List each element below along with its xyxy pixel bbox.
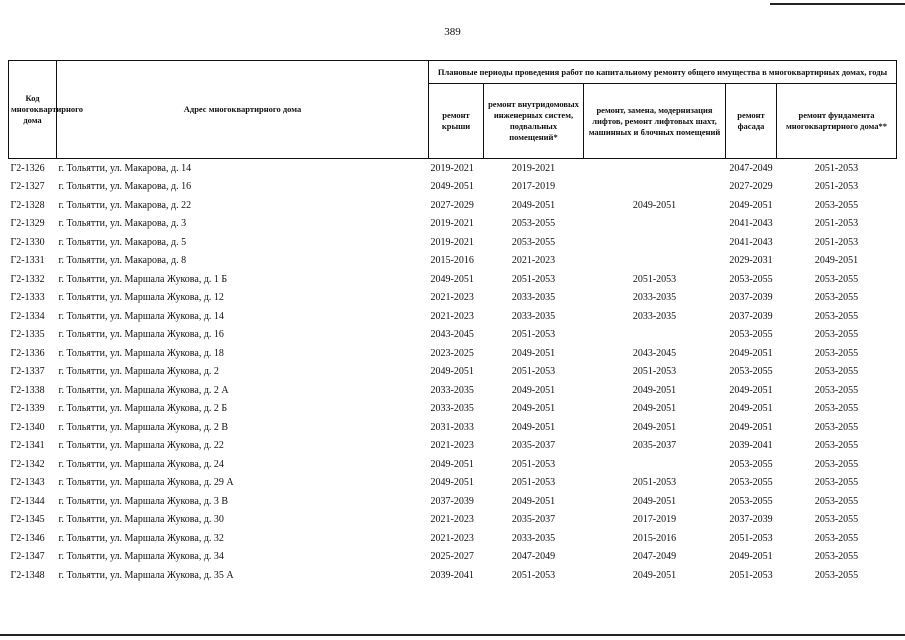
cell-roof: 2023-2025	[430, 347, 474, 359]
cell-roof: 2049-2051	[430, 366, 474, 378]
cell-address: г. Тольятти, ул. Макарова, д. 5	[58, 236, 187, 248]
cell-lifts: 2035-2037	[632, 440, 677, 452]
cell-foundation: 2053-2055	[814, 551, 859, 563]
cell-code: Г2-1330	[10, 236, 45, 248]
cell-facade: 2053-2055	[729, 477, 773, 489]
cell-lifts	[584, 326, 726, 345]
cell-engineering: 2051-2053	[511, 366, 556, 378]
cell-foundation: 2051-2053	[814, 218, 859, 230]
cell-lifts: 2049-2051	[632, 421, 677, 433]
cell-code: Г2-1345	[10, 514, 45, 526]
cell-address: г. Тольятти, ул. Маршала Жукова, д. 2 Б	[58, 403, 228, 415]
cell-roof: 2021-2023	[430, 532, 474, 544]
cell-engineering: 2017-2019	[511, 181, 556, 193]
cell-code: Г2-1335	[10, 329, 45, 341]
cell-engineering: 2051-2053	[511, 569, 556, 581]
cell-roof: 2021-2023	[430, 440, 474, 452]
cell-code: Г2-1338	[10, 384, 45, 396]
cell-code: Г2-1333	[10, 292, 45, 304]
cell-facade: 2053-2055	[729, 495, 773, 507]
table-row	[9, 529, 897, 548]
cell-foundation: 2053-2055	[814, 495, 859, 507]
cell-facade: 2049-2051	[729, 403, 773, 415]
cell-facade: 2037-2039	[729, 514, 773, 526]
cell-engineering: 2051-2053	[511, 458, 556, 470]
cell-address: г. Тольятти, ул. Маршала Жукова, д. 32	[58, 532, 224, 544]
cell-roof: 2037-2039	[430, 495, 474, 507]
cell-engineering: 2033-2035	[511, 532, 556, 544]
table-row	[9, 455, 897, 474]
cell-roof: 2033-2035	[430, 384, 474, 396]
cell-facade: 2049-2051	[729, 551, 773, 563]
top-rule	[770, 3, 905, 5]
cell-foundation: 2053-2055	[814, 347, 859, 359]
cell-engineering: 2053-2055	[511, 218, 556, 230]
cell-code: Г2-1326	[10, 162, 45, 174]
table-row	[9, 159, 897, 178]
cell-address: г. Тольятти, ул. Макарова, д. 14	[58, 162, 192, 174]
cell-address: г. Тольятти, ул. Макарова, д. 22	[58, 199, 192, 211]
cell-engineering: 2049-2051	[511, 403, 556, 415]
cell-address: г. Тольятти, ул. Макарова, д. 8	[58, 255, 187, 267]
table-row	[9, 196, 897, 215]
table-row	[9, 215, 897, 234]
cell-foundation: 2053-2055	[814, 569, 859, 581]
cell-lifts: 2049-2051	[632, 569, 677, 581]
cell-lifts: 2051-2053	[632, 477, 677, 489]
header-engineering: ремонт внутридомовых инженерных систем, подвальных помещений*	[484, 84, 584, 159]
table-row	[9, 492, 897, 511]
cell-engineering: 2021-2023	[511, 255, 556, 267]
cell-address: г. Тольятти, ул. Маршала Жукова, д. 24	[58, 458, 224, 470]
table-row	[9, 178, 897, 197]
cell-code: Г2-1348	[10, 569, 45, 581]
cell-address: г. Тольятти, ул. Маршала Жукова, д. 2 В	[58, 421, 229, 433]
cell-roof: 2039-2041	[430, 569, 474, 581]
header-roof: ремонт крыши	[429, 84, 484, 159]
cell-code: Г2-1339	[10, 403, 45, 415]
cell-lifts: 2049-2051	[632, 495, 677, 507]
cell-foundation: 2051-2053	[814, 162, 859, 174]
cell-foundation: 2053-2055	[814, 477, 859, 489]
cell-facade: 2049-2051	[729, 384, 773, 396]
cell-address: г. Тольятти, ул. Макарова, д. 16	[58, 181, 192, 193]
bottom-rule	[0, 634, 905, 636]
cell-foundation: 2049-2051	[814, 255, 859, 267]
cell-roof: 2021-2023	[430, 292, 474, 304]
cell-foundation: 2053-2055	[814, 440, 859, 452]
cell-address: г. Тольятти, ул. Маршала Жукова, д. 2	[58, 366, 219, 378]
cell-address: г. Тольятти, ул. Макарова, д. 3	[58, 218, 187, 230]
cell-facade: 2027-2029	[729, 181, 773, 193]
cell-lifts	[584, 215, 726, 234]
cell-facade: 2047-2049	[729, 162, 773, 174]
cell-code: Г2-1332	[10, 273, 45, 285]
cell-foundation: 2053-2055	[814, 292, 859, 304]
cell-facade: 2049-2051	[729, 421, 773, 433]
cell-roof: 2021-2023	[430, 310, 474, 322]
cell-foundation: 2053-2055	[814, 199, 859, 211]
cell-lifts: 2043-2045	[632, 347, 677, 359]
header-foundation: ремонт фундамента многоквартирного дома**	[777, 84, 897, 159]
cell-lifts: 2033-2035	[632, 292, 677, 304]
cell-facade: 2041-2043	[729, 236, 773, 248]
cell-roof: 2019-2021	[430, 162, 474, 174]
cell-code: Г2-1337	[10, 366, 45, 378]
cell-address: г. Тольятти, ул. Маршала Жукова, д. 16	[58, 329, 224, 341]
table-row	[9, 344, 897, 363]
header-facade: ремонт фасада	[726, 84, 777, 159]
cell-engineering: 2035-2037	[511, 514, 556, 526]
cell-code: Г2-1336	[10, 347, 45, 359]
cell-roof: 2019-2021	[430, 218, 474, 230]
cell-facade: 2051-2053	[729, 532, 773, 544]
page-number: 389	[444, 26, 461, 38]
cell-foundation: 2053-2055	[814, 514, 859, 526]
cell-code: Г2-1342	[10, 458, 45, 470]
cell-code: Г2-1331	[10, 255, 45, 267]
cell-facade: 2037-2039	[729, 292, 773, 304]
cell-lifts: 2051-2053	[632, 273, 677, 285]
cell-lifts: 2049-2051	[632, 199, 677, 211]
cell-engineering: 2049-2051	[511, 421, 556, 433]
cell-engineering: 2049-2051	[511, 199, 556, 211]
cell-engineering: 2051-2053	[511, 273, 556, 285]
table-body	[9, 159, 897, 585]
cell-engineering: 2019-2021	[511, 162, 556, 174]
cell-engineering: 2049-2051	[511, 347, 556, 359]
cell-lifts: 2051-2053	[632, 366, 677, 378]
cell-foundation: 2051-2053	[814, 181, 859, 193]
cell-engineering: 2033-2035	[511, 292, 556, 304]
cell-roof: 2025-2027	[430, 551, 474, 563]
cell-lifts: 2015-2016	[632, 532, 677, 544]
cell-roof: 2049-2051	[430, 458, 474, 470]
cell-lifts: 2049-2051	[632, 384, 677, 396]
cell-foundation: 2053-2055	[814, 403, 859, 415]
cell-facade: 2053-2055	[729, 273, 773, 285]
cell-lifts: 2017-2019	[632, 514, 677, 526]
cell-code: Г2-1341	[10, 440, 45, 452]
table-row	[9, 511, 897, 530]
cell-code: Г2-1334	[10, 310, 45, 322]
cell-foundation: 2053-2055	[814, 421, 859, 433]
cell-foundation: 2053-2055	[814, 273, 859, 285]
cell-address: г. Тольятти, ул. Маршала Жукова, д. 30	[58, 514, 224, 526]
cell-address: г. Тольятти, ул. Маршала Жукова, д. 12	[58, 292, 224, 304]
table-row	[9, 307, 897, 326]
cell-lifts	[584, 252, 726, 271]
cell-engineering: 2047-2049	[511, 551, 556, 563]
cell-engineering: 2053-2055	[511, 236, 556, 248]
cell-lifts	[584, 455, 726, 474]
table-row	[9, 400, 897, 419]
cell-code: Г2-1344	[10, 495, 45, 507]
cell-code: Г2-1329	[10, 218, 45, 230]
cell-address: г. Тольятти, ул. Маршала Жукова, д. 1 Б	[58, 273, 228, 285]
header-lifts: ремонт, замена, модернизация лифтов, ремонт лифтовых шахт, машинных и блочных помещений	[584, 84, 726, 159]
header-code: Код многоквартирного дома	[9, 61, 57, 159]
cell-roof: 2033-2035	[430, 403, 474, 415]
header-periods-group: Плановые периоды проведения работ по капитальному ремонту общего имущества в многоквартирных домах, годы	[429, 61, 897, 84]
cell-code: Г2-1346	[10, 532, 45, 544]
cell-facade: 2049-2051	[729, 199, 773, 211]
cell-code: Г2-1327	[10, 181, 45, 193]
cell-code: Г2-1340	[10, 421, 45, 433]
cell-lifts: 2049-2051	[632, 403, 677, 415]
capital-repair-table	[8, 60, 897, 585]
table-row	[9, 418, 897, 437]
table-row	[9, 381, 897, 400]
cell-roof: 2031-2033	[430, 421, 474, 433]
table-row	[9, 326, 897, 345]
cell-facade: 2053-2055	[729, 458, 773, 470]
cell-engineering: 2051-2053	[511, 477, 556, 489]
cell-address: г. Тольятти, ул. Маршала Жукова, д. 2 А	[58, 384, 229, 396]
cell-engineering: 2051-2053	[511, 329, 556, 341]
cell-facade: 2051-2053	[729, 569, 773, 581]
cell-facade: 2029-2031	[729, 255, 773, 267]
cell-lifts: 2033-2035	[632, 310, 677, 322]
cell-roof: 2049-2051	[430, 181, 474, 193]
cell-lifts	[584, 178, 726, 197]
cell-roof: 2049-2051	[430, 273, 474, 285]
cell-roof: 2019-2021	[430, 236, 474, 248]
cell-lifts: 2047-2049	[632, 551, 677, 563]
cell-engineering: 2035-2037	[511, 440, 556, 452]
cell-address: г. Тольятти, ул. Маршала Жукова, д. 22	[58, 440, 224, 452]
cell-foundation: 2053-2055	[814, 329, 859, 341]
cell-code: Г2-1328	[10, 199, 45, 211]
cell-engineering: 2049-2051	[511, 495, 556, 507]
cell-facade: 2039-2041	[729, 440, 773, 452]
cell-facade: 2041-2043	[729, 218, 773, 230]
cell-foundation: 2053-2055	[814, 310, 859, 322]
cell-roof: 2049-2051	[430, 477, 474, 489]
cell-facade: 2037-2039	[729, 310, 773, 322]
table-row	[9, 289, 897, 308]
table-row	[9, 566, 897, 585]
table-row	[9, 252, 897, 271]
cell-engineering: 2033-2035	[511, 310, 556, 322]
cell-address: г. Тольятти, ул. Маршала Жукова, д. 29 А	[58, 477, 234, 489]
cell-engineering: 2049-2051	[511, 384, 556, 396]
cell-foundation: 2053-2055	[814, 532, 859, 544]
cell-address: г. Тольятти, ул. Маршала Жукова, д. 34	[58, 551, 224, 563]
cell-roof: 2015-2016	[430, 255, 474, 267]
cell-foundation: 2053-2055	[814, 366, 859, 378]
table-row	[9, 474, 897, 493]
cell-address: г. Тольятти, ул. Маршала Жукова, д. 3 В	[58, 495, 229, 507]
cell-code: Г2-1347	[10, 551, 45, 563]
cell-facade: 2049-2051	[729, 347, 773, 359]
cell-foundation: 2053-2055	[814, 384, 859, 396]
cell-roof: 2043-2045	[430, 329, 474, 341]
table-row	[9, 270, 897, 289]
cell-foundation: 2053-2055	[814, 458, 859, 470]
cell-facade: 2053-2055	[729, 329, 773, 341]
cell-address: г. Тольятти, ул. Маршала Жукова, д. 35 А	[58, 569, 234, 581]
cell-address: г. Тольятти, ул. Маршала Жукова, д. 18	[58, 347, 224, 359]
table-row	[9, 437, 897, 456]
cell-address: г. Тольятти, ул. Маршала Жукова, д. 14	[58, 310, 224, 322]
cell-foundation: 2051-2053	[814, 236, 859, 248]
cell-code: Г2-1343	[10, 477, 45, 489]
cell-roof: 2021-2023	[430, 514, 474, 526]
cell-lifts	[584, 159, 726, 178]
cell-roof: 2027-2029	[430, 199, 474, 211]
header-address: Адрес многоквартирного дома	[57, 61, 429, 159]
cell-facade: 2053-2055	[729, 366, 773, 378]
table-row	[9, 363, 897, 382]
table-row	[9, 548, 897, 567]
table-row	[9, 233, 897, 252]
cell-lifts	[584, 233, 726, 252]
